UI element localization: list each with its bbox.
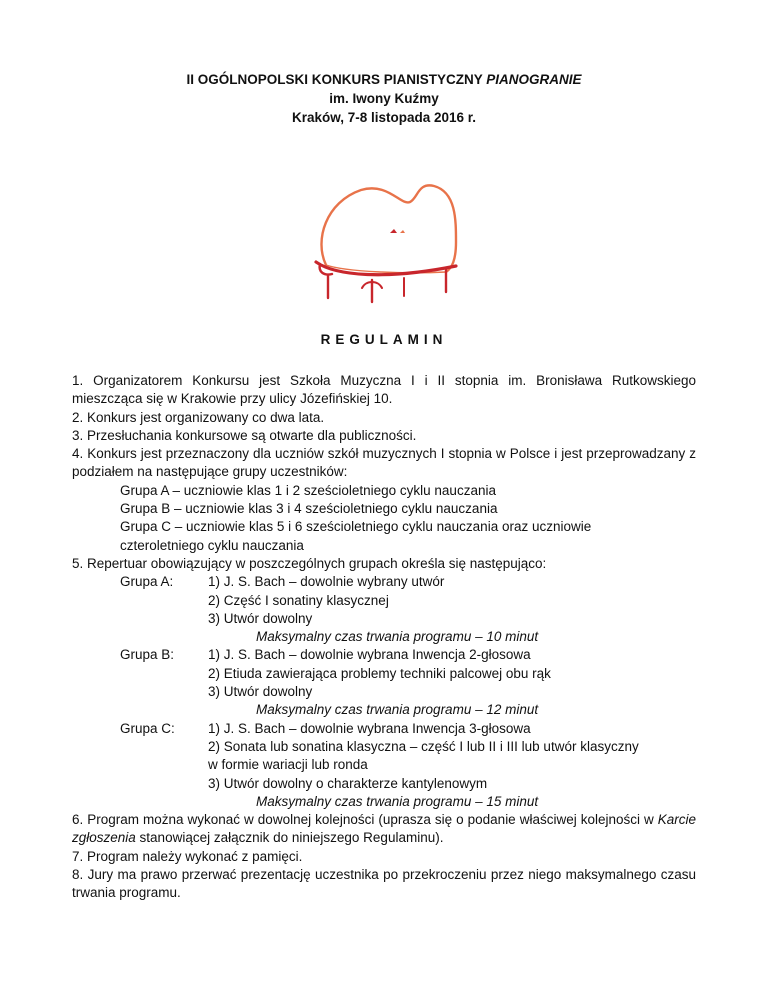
- group-b-max-time: Maksymalny czas trwania programu – 12 minut: [256, 702, 539, 718]
- repertoire-group-c: [72, 720, 696, 738]
- entry-form-name: Karcie zgłoszenia: [72, 812, 696, 846]
- repertoire-group-a: [72, 573, 696, 591]
- group-a-item-2: 2) Część I sonatiny klasycznej: [208, 592, 389, 608]
- group-b-description: Grupa B – uczniowie klas 3 i 4 sześcioletniego cyklu nauczania: [120, 501, 498, 517]
- document-header: [0, 70, 768, 127]
- header-date-line: Kraków, 7-8 listopada 2016 r.: [291, 110, 477, 125]
- regulations-body: [72, 372, 696, 903]
- group-a-item-1: 1) J. S. Bach – dowolnie wybrany utwór: [208, 574, 445, 590]
- group-c-item-3: 3) Utwór dowolny o charakterze kantylenowym: [208, 775, 488, 791]
- group-a-label: Grupa A:: [120, 574, 174, 590]
- competition-name: PIANOGRANIE: [486, 72, 582, 87]
- group-b-label: Grupa B:: [120, 647, 175, 663]
- repertoire-group-b: [72, 646, 696, 664]
- group-b-item-1: 1) J. S. Bach – dowolnie wybrana Inwencja 2-głosowa: [208, 647, 531, 663]
- group-a-item-3: 3) Utwór dowolny: [208, 610, 313, 626]
- section-title: REGULAMIN: [320, 332, 448, 347]
- group-b-item-3: 3) Utwór dowolny: [208, 684, 313, 700]
- paragraph-7: 7. Program należy wykonać z pamięci.: [72, 848, 303, 864]
- paragraph-8: 8. Jury ma prawo przerwać prezentację uczestnika po przekroczeniu przez niego maksymalnego czasu trwania programu.: [72, 867, 696, 901]
- header-title-line: II OGÓLNOPOLSKI KONKURS PIANISTYCZNY PIANOGRANIE: [186, 72, 582, 87]
- header-patron-line: im. Iwony Kuźmy: [329, 91, 439, 106]
- group-c-label: Grupa C:: [120, 720, 175, 736]
- group-c-item-2-line1: 2) Sonata lub sonatina klasyczna – część I lub II i III lub utwór klasyczny: [208, 738, 639, 754]
- paragraph-4: 4. Konkurs jest przeznaczony dla uczniów szkół muzycznych I stopnia w Polsce i jest przeprowadzany z podziałem na następujące grupy uczestników:: [72, 446, 696, 480]
- paragraph-3: 3. Przesłuchania konkursowe są otwarte dla publiczności.: [72, 427, 417, 443]
- paragraph-5: 5. Repertuar obowiązujący w poszczególnych grupach określa się następująco:: [72, 555, 547, 571]
- paragraph-6: 6. Program można wykonać w dowolnej kolejności (uprasza się o podanie właściwej kolejności w Karcie zgłoszenia stanowiącej załącznik do niniejszego Regulaminu).: [72, 812, 696, 846]
- group-c-description-line1: Grupa C – uczniowie klas 5 i 6 sześcioletniego cyklu nauczania oraz uczniowie: [120, 519, 592, 535]
- paragraph-2: 2. Konkurs jest organizowany co dwa lata.: [72, 409, 325, 425]
- paragraph-1: 1. Organizatorem Konkursu jest Szkoła Muzyczna I i II stopnia im. Bronisława Rutkowskiego mieszcząca się w Krakowie przy ulicy Józefińskiej 10.: [72, 373, 696, 407]
- group-c-description-line2: czteroletniego cyklu nauczania: [120, 537, 304, 553]
- group-c-max-time: Maksymalny czas trwania programu – 15 minut: [256, 793, 539, 809]
- group-b-item-2: 2) Etiuda zawierająca problemy techniki palcowej obu rąk: [208, 665, 551, 681]
- piano-heart-logo: [306, 180, 466, 310]
- logo-heart-outline: [321, 185, 456, 272]
- group-c-item-2-line2: w formie wariacji lub ronda: [208, 757, 368, 773]
- group-a-description: Grupa A – uczniowie klas 1 i 2 sześcioletniego cyklu nauczania: [120, 482, 496, 498]
- group-c-item-1: 1) J. S. Bach – dowolnie wybrana Inwencja 3-głosowa: [208, 720, 531, 736]
- group-a-max-time: Maksymalny czas trwania programu – 10 minut: [256, 629, 539, 645]
